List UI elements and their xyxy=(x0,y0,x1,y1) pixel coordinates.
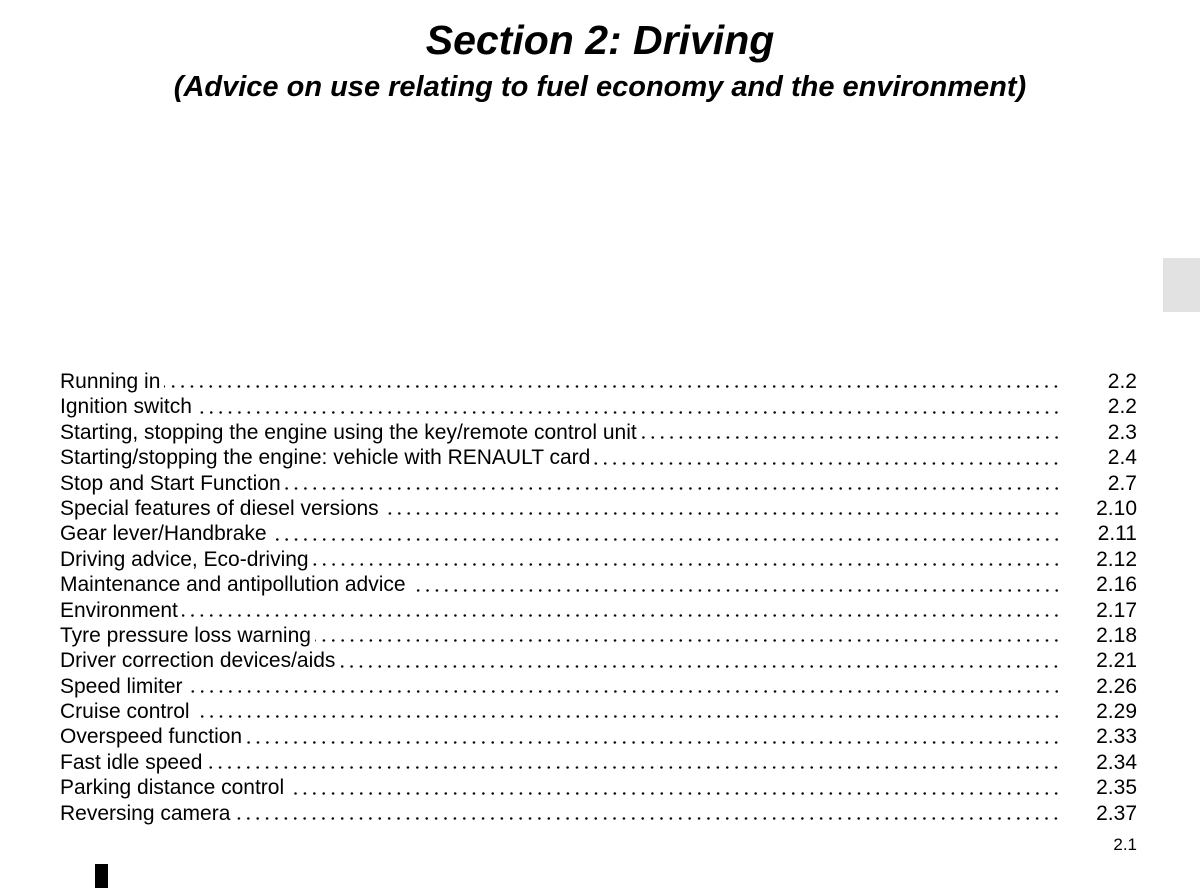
toc-entry-page: 2.10 xyxy=(1096,496,1137,520)
toc-entry-page: 2.17 xyxy=(1096,598,1137,622)
table-of-contents xyxy=(60,369,1137,826)
toc-entry-label: Special features of diesel versions xyxy=(60,496,379,520)
toc-entry-label: Gear lever/Handbrake xyxy=(60,522,267,546)
section-tab-marker xyxy=(1163,258,1200,312)
dot-leader xyxy=(315,639,1061,642)
toc-entry-label: Overspeed function xyxy=(60,725,243,749)
dot-leader xyxy=(313,563,1061,566)
toc-entry-label: Cruise control xyxy=(60,700,190,724)
toc-entry-label: Driver correction devices/aids xyxy=(60,649,336,673)
dot-leader xyxy=(206,766,1061,769)
page-edge-marker xyxy=(95,864,108,888)
toc-entry-page: 2.11 xyxy=(1097,522,1137,546)
toc-entry[interactable] xyxy=(60,445,1137,470)
toc-entry[interactable] xyxy=(60,369,1137,394)
toc-entry[interactable] xyxy=(60,674,1137,699)
toc-entry[interactable] xyxy=(60,598,1137,623)
toc-entry[interactable] xyxy=(60,572,1137,597)
toc-entry-label: Parking distance control xyxy=(60,776,285,800)
toc-entry[interactable] xyxy=(60,547,1137,572)
toc-entry[interactable] xyxy=(60,648,1137,673)
toc-entry-page: 2.26 xyxy=(1096,674,1137,698)
toc-entry-label: Reversing camera xyxy=(60,801,231,825)
toc-entry[interactable] xyxy=(60,750,1137,775)
toc-entry-page: 2.29 xyxy=(1096,700,1137,724)
dot-leader xyxy=(187,690,1061,693)
toc-entry-page: 2.21 xyxy=(1096,649,1137,673)
toc-entry-label: Ignition switch xyxy=(60,395,192,419)
toc-entry-label: Tyre pressure loss warning xyxy=(60,623,311,647)
dot-leader xyxy=(234,817,1061,820)
page-title: Section 2: Driving xyxy=(425,17,775,63)
toc-entry[interactable] xyxy=(60,471,1137,496)
toc-entry-page: 2.34 xyxy=(1096,750,1137,774)
dot-leader xyxy=(271,538,1061,541)
dot-leader xyxy=(164,385,1061,388)
toc-entry-label: Running in xyxy=(60,370,161,393)
toc-entry-page: 2.7 xyxy=(1107,471,1137,495)
toc-entry-page: 2.2 xyxy=(1107,370,1137,393)
toc-entry-label: Maintenance and antipollution advice xyxy=(60,573,406,597)
toc-entry-page: 2.16 xyxy=(1096,573,1137,597)
dot-leader xyxy=(383,512,1061,515)
toc-entry-label: Fast idle speed xyxy=(60,750,203,774)
dot-leader xyxy=(285,487,1061,490)
toc-entry[interactable] xyxy=(60,420,1137,445)
dot-leader xyxy=(288,792,1061,795)
toc-entry-label: Speed limiter xyxy=(60,674,183,698)
dot-leader xyxy=(410,589,1061,592)
toc-entry[interactable] xyxy=(60,699,1137,724)
toc-entry[interactable] xyxy=(60,521,1137,546)
toc-entry-label: Driving advice, Eco-driving xyxy=(60,547,309,571)
toc-entry[interactable] xyxy=(60,724,1137,749)
toc-entry[interactable] xyxy=(60,394,1137,419)
toc-entry-label: Starting, stopping the engine using the key/remote control unit xyxy=(60,420,637,444)
toc-entry-page: 2.18 xyxy=(1096,623,1137,647)
page-number: 2.1 xyxy=(1113,835,1137,854)
page-subtitle: (Advice on use relating to fuel economy and the environment) xyxy=(173,71,1027,103)
toc-entry-page: 2.35 xyxy=(1096,776,1137,800)
toc-entry[interactable] xyxy=(60,801,1137,826)
toc-entry[interactable] xyxy=(60,775,1137,800)
toc-entry-page: 2.12 xyxy=(1096,547,1137,571)
toc-entry[interactable] xyxy=(60,623,1137,648)
toc-entry-page: 2.2 xyxy=(1107,395,1137,419)
dot-leader xyxy=(196,411,1061,414)
toc-entry-label: Starting/stopping the engine: vehicle with RENAULT card xyxy=(60,446,591,470)
toc-entry-page: 2.3 xyxy=(1107,420,1137,444)
toc-entry-page: 2.33 xyxy=(1096,725,1137,749)
toc-entry-page: 2.4 xyxy=(1107,446,1137,470)
dot-leader xyxy=(182,614,1061,617)
dot-leader xyxy=(641,436,1061,439)
dot-leader xyxy=(594,462,1061,465)
toc-entry-label: Stop and Start Function xyxy=(60,471,281,495)
dot-leader xyxy=(339,665,1061,668)
dot-leader xyxy=(194,715,1061,718)
toc-entry-label: Environment xyxy=(60,598,178,622)
dot-leader xyxy=(246,741,1061,744)
toc-entry-page: 2.37 xyxy=(1096,801,1137,825)
toc-entry[interactable] xyxy=(60,496,1137,521)
